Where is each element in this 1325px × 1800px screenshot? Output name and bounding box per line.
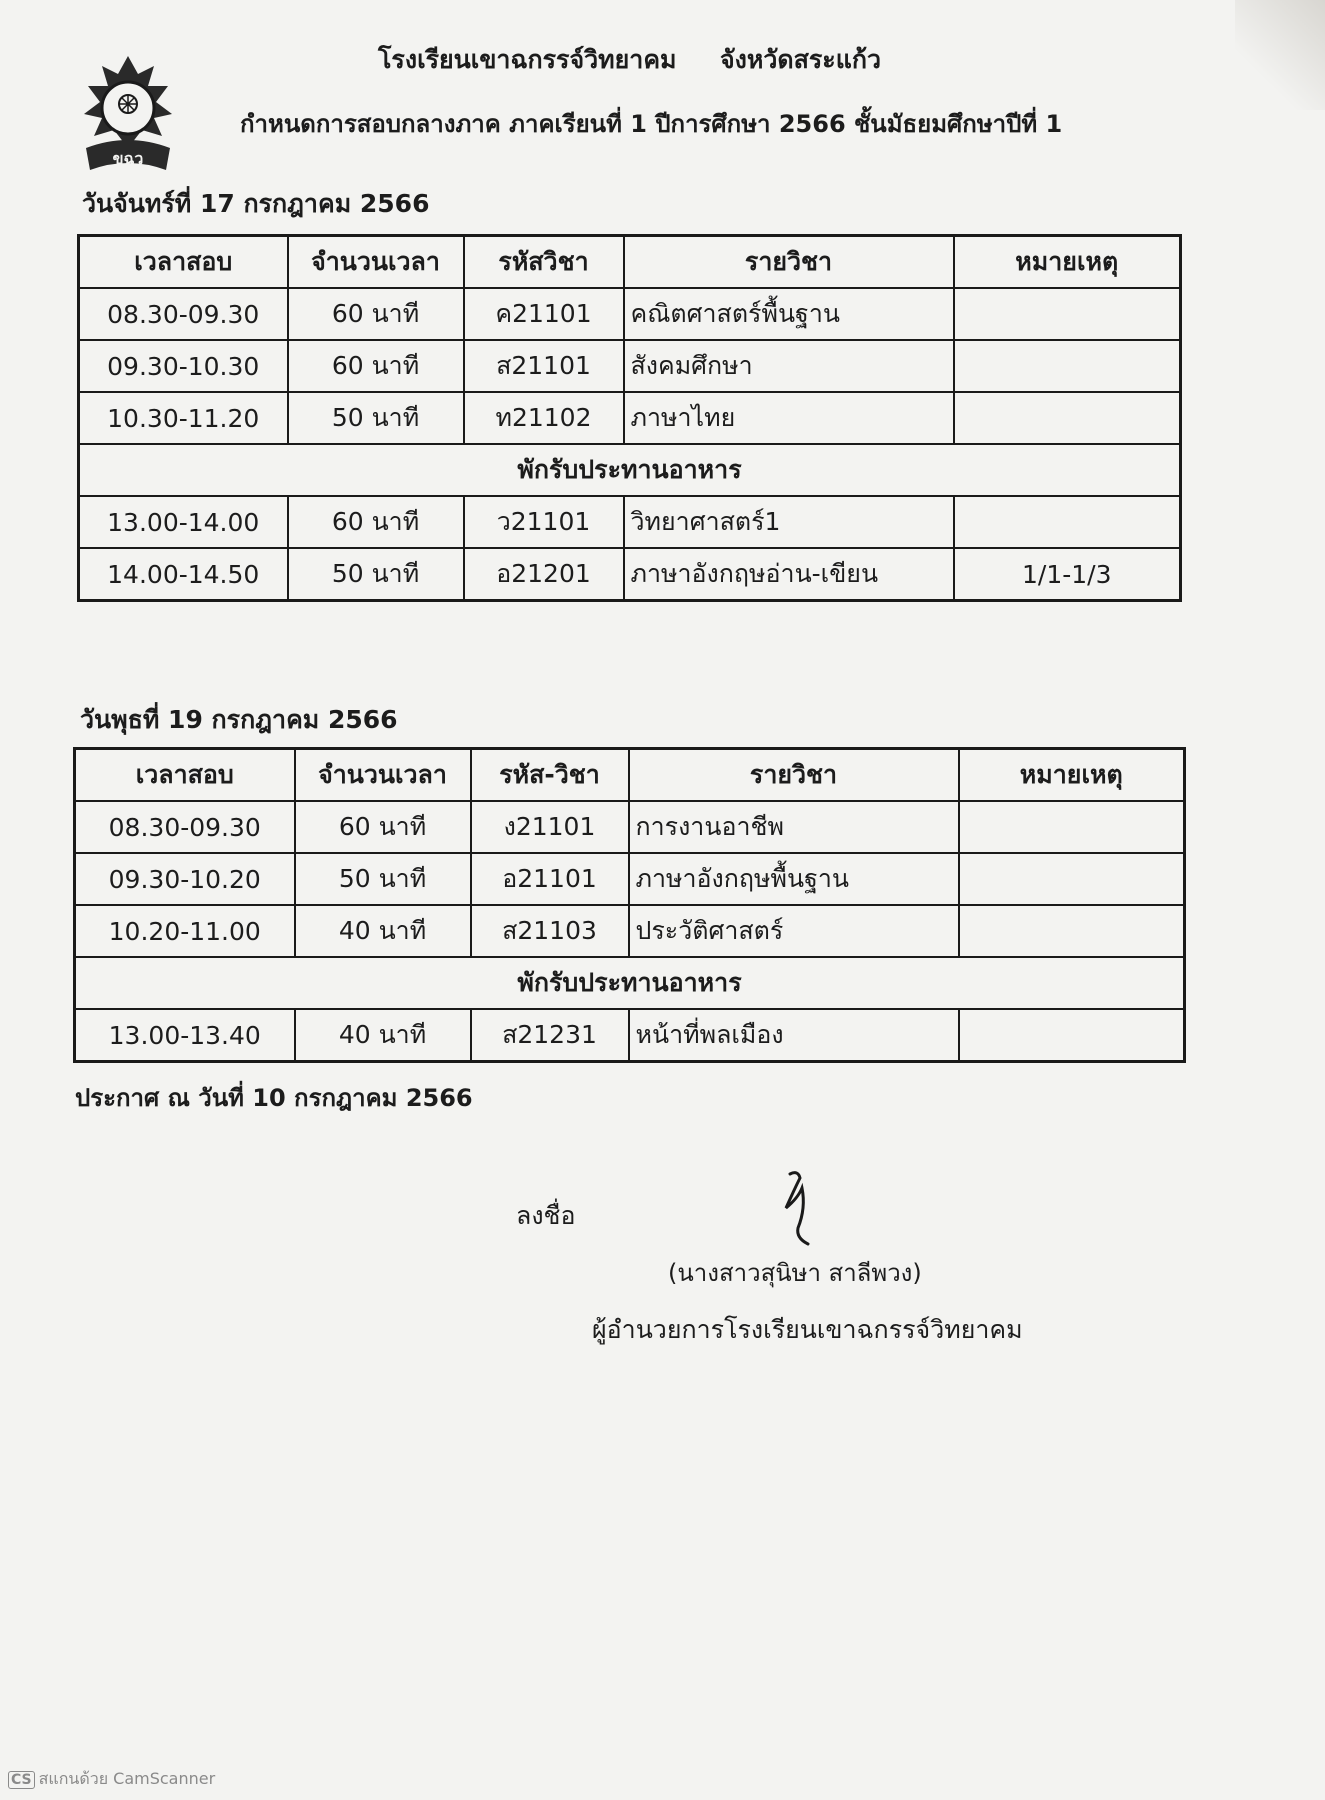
col-header-code: รหัส-วิชา (471, 749, 629, 802)
cell-duration: 40 นาที (295, 905, 471, 957)
col-header-time: เวลาสอบ (79, 236, 288, 289)
cell-subject: ภาษาอังกฤษพื้นฐาน (629, 853, 959, 905)
day1-schedule-table (77, 234, 1182, 602)
table-row (79, 496, 1181, 548)
col-header-remark: หมายเหตุ (959, 749, 1185, 802)
cell-time: 13.00-14.00 (79, 496, 288, 548)
cell-code: ว21101 (464, 496, 624, 548)
cell-remark (954, 288, 1181, 340)
school-emblem-icon (78, 52, 178, 180)
cell-subject: ภาษาอังกฤษอ่าน-เขียน (624, 548, 954, 601)
cell-remark (959, 905, 1185, 957)
cell-duration: 60 นาที (288, 496, 464, 548)
table-row (79, 288, 1181, 340)
cell-subject: คณิตศาสตร์พื้นฐาน (624, 288, 954, 340)
province-name: จังหวัดสระแก้ว (720, 45, 882, 74)
table-row (79, 548, 1181, 601)
table-header-row (75, 749, 1185, 802)
cell-remark (954, 340, 1181, 392)
cell-duration: 50 นาที (288, 548, 464, 601)
cell-remark (954, 496, 1181, 548)
cell-subject: ภาษาไทย (624, 392, 954, 444)
camscanner-icon: CS (8, 1771, 35, 1789)
scanner-watermark-text: สแกนด้วย CamScanner (38, 1769, 216, 1788)
handwritten-signature-icon (768, 1168, 828, 1248)
col-header-remark: หมายเหตุ (954, 236, 1181, 289)
exam-title: กำหนดการสอบกลางภาค ภาคเรียนที่ 1 ปีการศึกษา 2566 ชั้นมัธยมศึกษาปีที่ 1 (240, 110, 1063, 138)
cell-duration: 60 นาที (288, 288, 464, 340)
col-header-subject: รายวิชา (624, 236, 954, 289)
cell-subject: ประวัติศาสตร์ (629, 905, 959, 957)
announcement-date: ประกาศ ณ วันที่ 10 กรกฎาคม 2566 (75, 1084, 473, 1112)
cell-code: อ21201 (464, 548, 624, 601)
cell-duration: 60 นาที (288, 340, 464, 392)
school-name: โรงเรียนเขาฉกรรจ์วิทยาคม (378, 45, 677, 74)
table-row (75, 853, 1185, 905)
cell-code: อ21101 (471, 853, 629, 905)
cell-duration: 60 นาที (295, 801, 471, 853)
lunch-break-row (75, 957, 1185, 1009)
cell-time: 09.30-10.20 (75, 853, 295, 905)
emblem-text: ขฉว (112, 149, 144, 168)
cell-remark (959, 801, 1185, 853)
table-row (75, 1009, 1185, 1062)
cell-duration: 40 นาที (295, 1009, 471, 1062)
cell-code: ส21231 (471, 1009, 629, 1062)
cell-subject: หน้าที่พลเมือง (629, 1009, 959, 1062)
table-row (79, 340, 1181, 392)
cell-remark (959, 853, 1185, 905)
cell-time: 10.20-11.00 (75, 905, 295, 957)
cell-time: 13.00-13.40 (75, 1009, 295, 1062)
signature-label: ลงชื่อ (516, 1201, 576, 1230)
lunch-break-label: พักรับประทานอาหาร (75, 957, 1185, 1009)
lunch-break-label: พักรับประทานอาหาร (79, 444, 1181, 496)
cell-duration: 50 นาที (295, 853, 471, 905)
cell-remark: 1/1-1/3 (954, 548, 1181, 601)
cell-code: ส21103 (471, 905, 629, 957)
cell-code: ส21101 (464, 340, 624, 392)
cell-code: ง21101 (471, 801, 629, 853)
cell-time: 14.00-14.50 (79, 548, 288, 601)
table-row (75, 905, 1185, 957)
cell-time: 08.30-09.30 (75, 801, 295, 853)
col-header-subject: รายวิชา (629, 749, 959, 802)
cell-time: 08.30-09.30 (79, 288, 288, 340)
cell-time: 10.30-11.20 (79, 392, 288, 444)
cell-subject: การงานอาชีพ (629, 801, 959, 853)
col-header-duration: จำนวนเวลา (295, 749, 471, 802)
cell-subject: วิทยาศาสตร์1 (624, 496, 954, 548)
signer-position: ผู้อำนวยการโรงเรียนเขาฉกรรจ์วิทยาคม (592, 1315, 1023, 1344)
cell-duration: 50 นาที (288, 392, 464, 444)
table-row (75, 801, 1185, 853)
col-header-duration: จำนวนเวลา (288, 236, 464, 289)
cell-time: 09.30-10.30 (79, 340, 288, 392)
lunch-break-row (79, 444, 1181, 496)
table-header-row (79, 236, 1181, 289)
cell-remark (954, 392, 1181, 444)
table-row (79, 392, 1181, 444)
cell-subject: สังคมศึกษา (624, 340, 954, 392)
cell-remark (959, 1009, 1185, 1062)
cell-code: ค21101 (464, 288, 624, 340)
day2-schedule-table (73, 747, 1186, 1063)
signer-name: (นางสาวสุนิษา สาลีพวง) (668, 1259, 922, 1287)
col-header-code: รหัสวิชา (464, 236, 624, 289)
col-header-time: เวลาสอบ (75, 749, 295, 802)
scanner-watermark (8, 1767, 215, 1792)
day2-title: วันพุธที่ 19 กรกฎาคม 2566 (80, 705, 398, 734)
cell-code: ท21102 (464, 392, 624, 444)
page-corner-shadow (1235, 0, 1325, 110)
day1-title: วันจันทร์ที่ 17 กรกฎาคม 2566 (82, 189, 430, 218)
